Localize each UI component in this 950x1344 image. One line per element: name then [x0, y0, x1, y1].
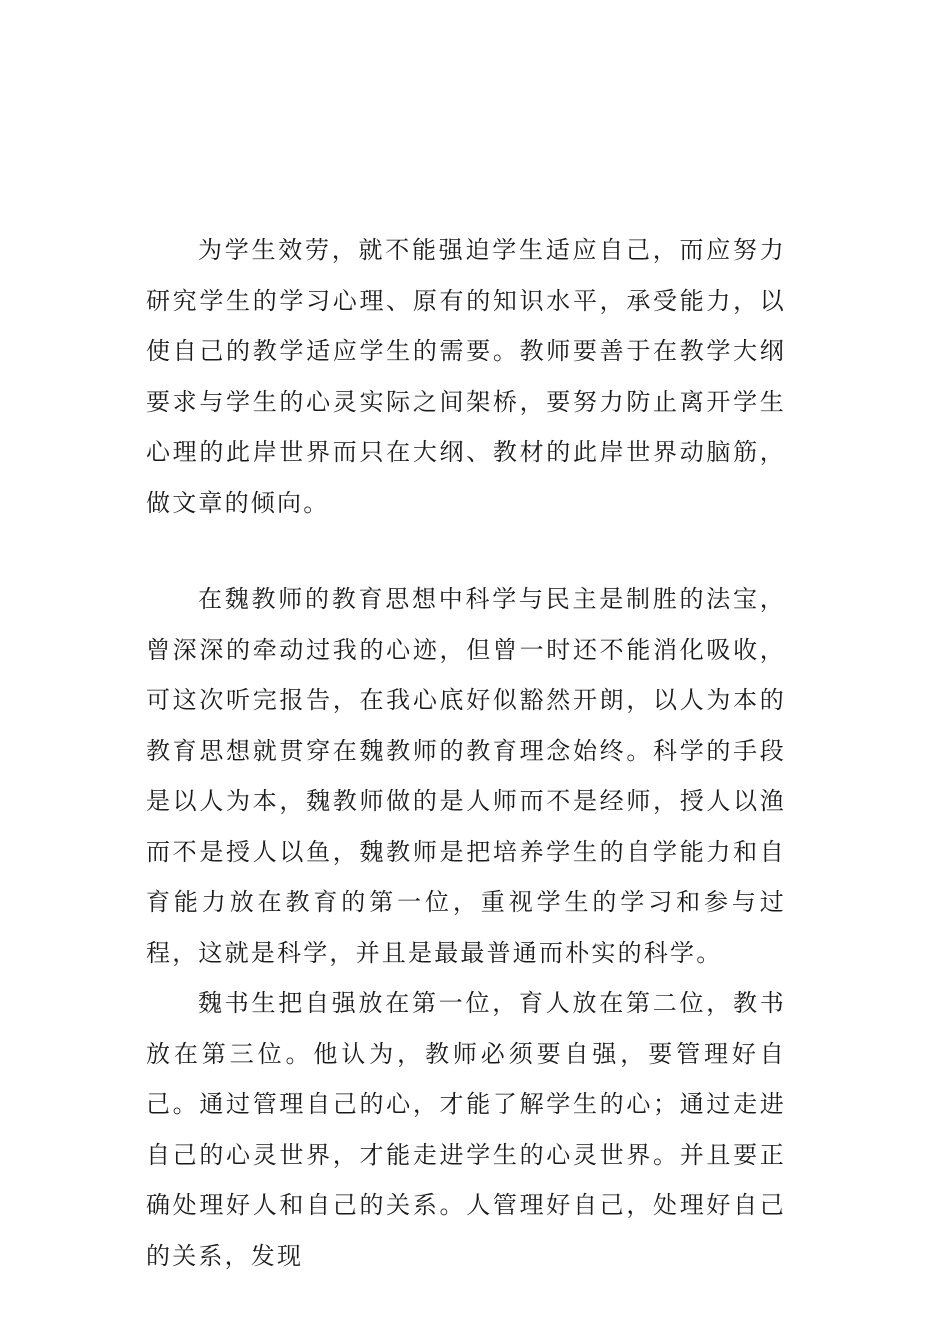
paragraph: 在魏教师的教育思想中科学与民主是制胜的法宝，曾深深的牵动过我的心迹，但曾一时还不能消化吸收，可这次听完报告，在我心底好似豁然开朗，以人为本的教育思想就贯穿在魏教师的教育理念始终。科学的手段是以人为本，魏教师做的是人师而不是经师，授人以渔而不是授人以鱼，魏教师是把培养学生的自学能力和自育能力放在教育的第一位，重视学生的学习和参与过程，这就是科学，并且是最最普通而朴实的科学。	[146, 585, 786, 967]
paragraph: 魏书生把自强放在第一位，育人放在第二位，教书放在第三位。他认为，教师必须要自强，要管理好自己。通过管理自己的心，才能了解学生的心；通过走进自己的心灵世界，才能走进学生的心灵世界。并且要正确处理好人和自己的关系。人管理好自己，处理好自己的关系，发现	[146, 989, 786, 1270]
paragraph: 为学生效劳，就不能强迫学生适应自己，而应努力研究学生的学习心理、原有的知识水平，承受能力，以使自己的教学适应学生的需要。教师要善于在教学大纲要求与学生的心灵实际之间架桥，要努力防止离开学生心理的此岸世界而只在大纲、教材的此岸世界动脑筋，做文章的倾向。	[146, 236, 786, 517]
text-block-top	[146, 225, 786, 528]
text-block-bottom	[146, 574, 786, 1281]
